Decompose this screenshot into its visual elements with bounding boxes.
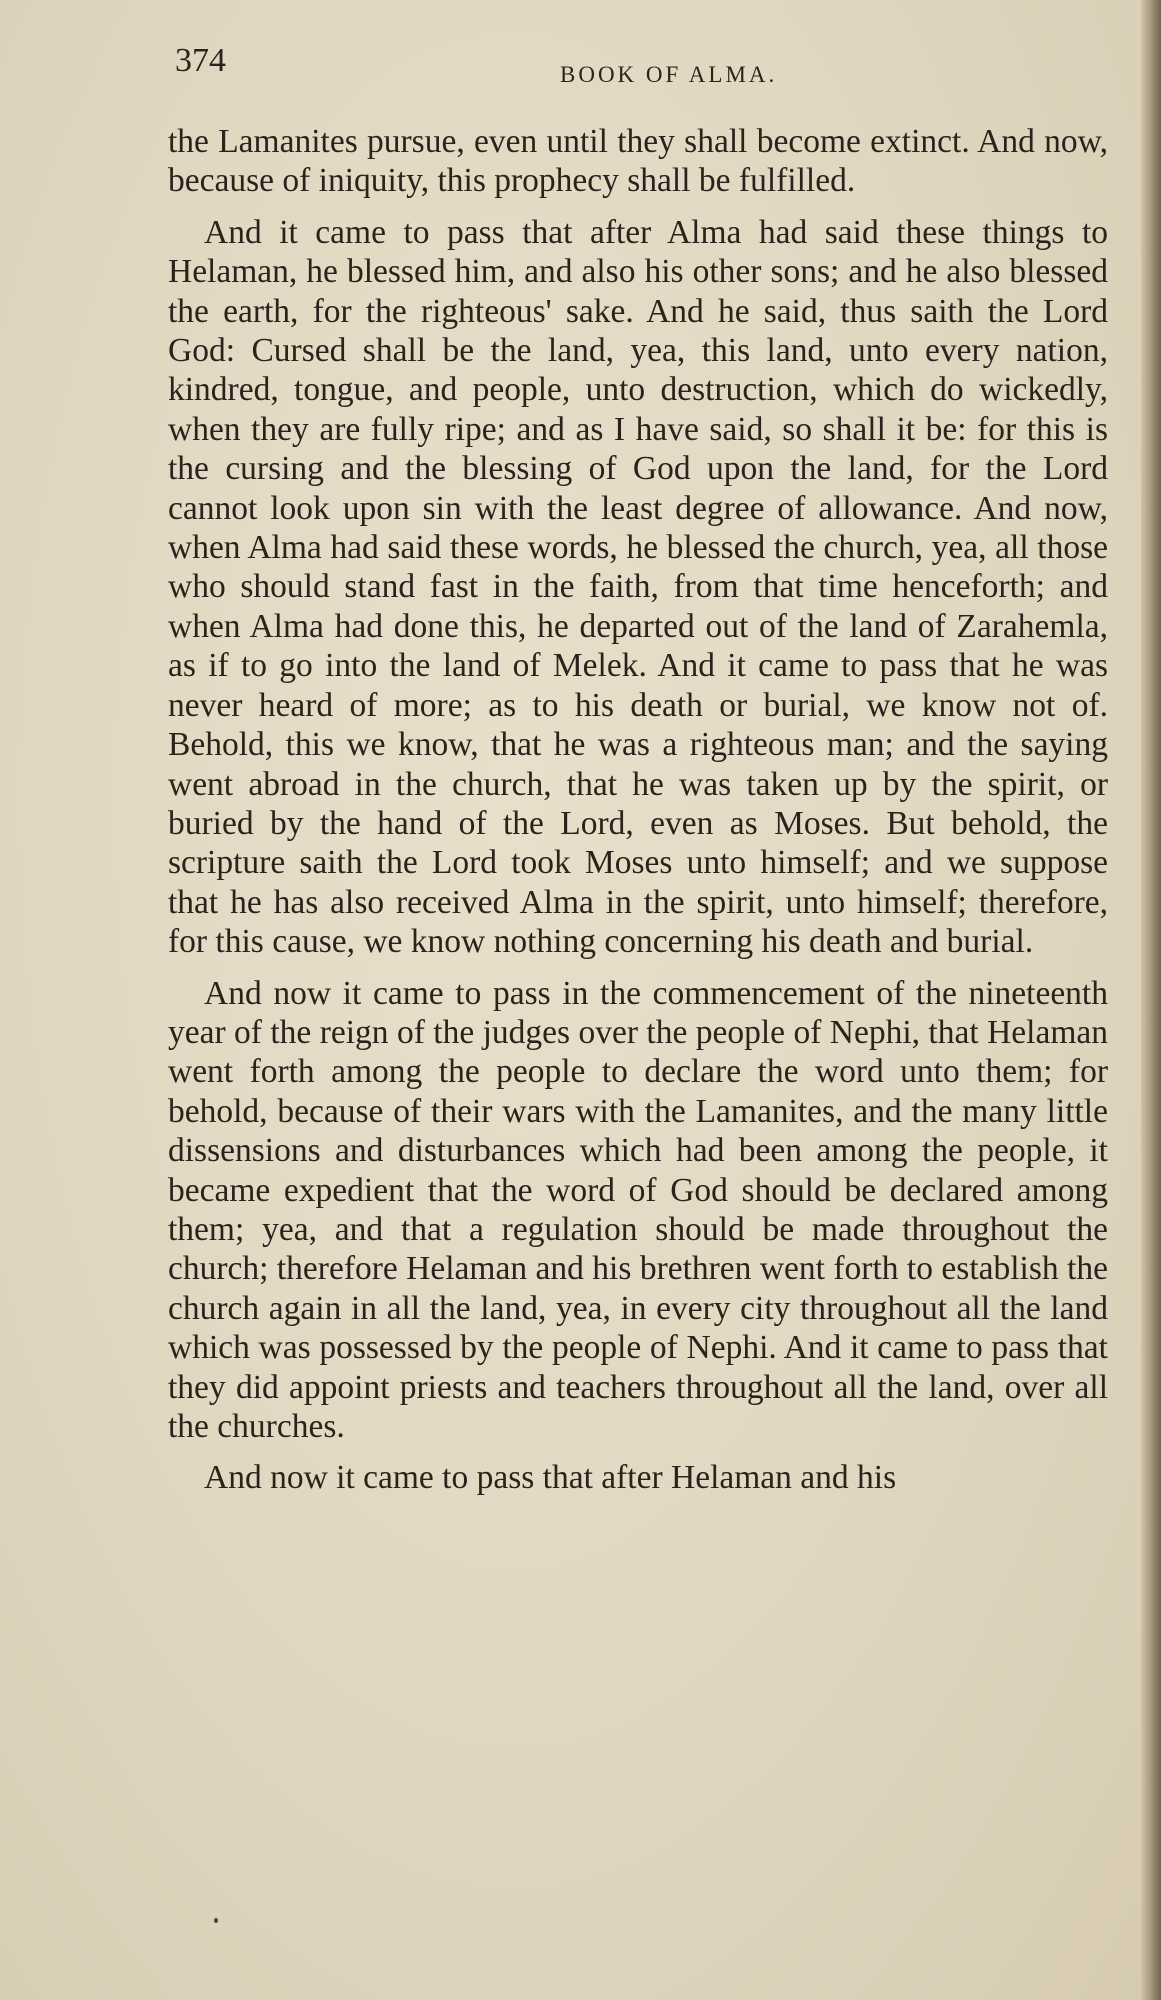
page-body bbox=[168, 122, 1108, 1510]
page-header bbox=[175, 40, 1110, 100]
running-head: BOOK OF ALMA. bbox=[560, 62, 778, 87]
page-edge bbox=[1141, 0, 1161, 2000]
page-number: 374 bbox=[175, 42, 226, 79]
paragraph-helaman-ministry: And now it came to pass in the commencement of the nineteenth year of the reign of the judges over the people of Nephi, that Helaman went forth among the people to declare the word unto them; for behold, because of their wars with the Lamanites, and the many little dissensions and disturbances which had been among the people, it became expedient that the word of God should be declared among them; yea, and that a regulation should be made throughout the church; therefore Helaman and his brethren went forth to establish the church again in all the land, yea, in every city throughout all the land which was possessed by the people of Nephi. And it came to pass that they did appoint priests and teachers throughout all the land, over all the churches. bbox=[168, 974, 1108, 1445]
paragraph-continuation: the Lamanites pursue, even until they shall become extinct. And now, because of iniquity, this prophecy shall be fulfilled. bbox=[168, 123, 1108, 200]
paragraph-alma-blessing: And it came to pass that after Alma had said these things to Helaman, he blessed him, and also his other sons; and he also blessed the earth, for the righteous' sake. And he said, thus saith the Lord God: Cursed shall be the land, yea, this land, unto every nation, kindred, tongue, and people, unto destruction, which do wickedly, when they are fully ripe; and as I have said, so shall it be: for this is the cursing and the blessing of God upon the land, for the Lord cannot look upon sin with the least degree of allowance. And now, when Alma had said these words, he blessed the church, yea, all those who should stand fast in the faith, from that time henceforth; and when Alma had done this, he departed out of the land of Zarahemla, as if to go into the land of Melek. And it came to pass that he was never heard of more; as to his death or burial, we know not of. Behold, this we know, that he was a righteous man; and the saying went abroad in the church, that he was taken up by the spirit, or buried by the hand of the Lord, even as Moses. But behold, the scripture saith the Lord took Moses unto himself; and we suppose that he has also received Alma in the spirit, unto himself; therefore, for this cause, we know nothing concerning his death and burial. bbox=[168, 213, 1108, 961]
paper-speck bbox=[214, 1918, 218, 1923]
paragraph-final-line: And now it came to pass that after Helaman and his bbox=[204, 1459, 897, 1497]
